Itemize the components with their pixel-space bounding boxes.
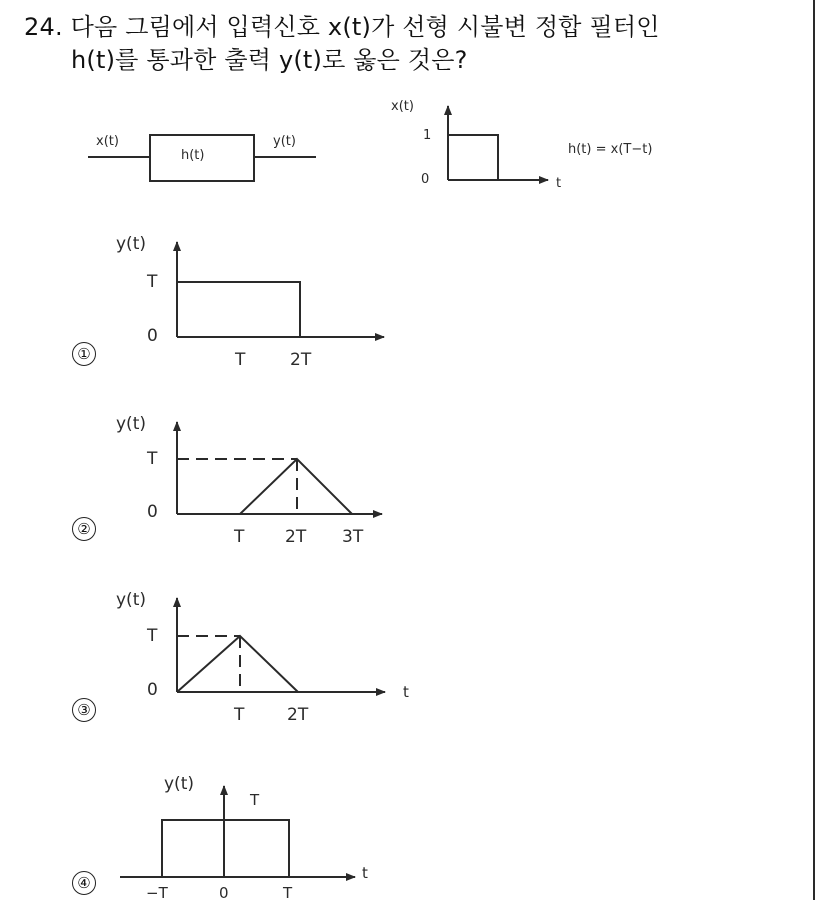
- option-2-xtick-2T: 2T: [285, 527, 307, 547]
- option-3-y0: 0: [147, 680, 158, 700]
- input-plot-ylabel: x(t): [391, 99, 414, 114]
- option-4-ytop: T: [250, 791, 260, 809]
- question-line-1: 24. 다음 그림에서 입력신호 x(t)가 선형 시불변 정합 필터인: [24, 13, 660, 41]
- option-3-xtick-2T: 2T: [287, 705, 309, 725]
- option-3-ylabel: y(t): [116, 590, 146, 610]
- input-pulse: [448, 135, 498, 180]
- option-4-xlabel: t: [362, 864, 368, 882]
- option-3-xlabel: t: [403, 683, 409, 701]
- option-3-ytick: T: [147, 626, 158, 646]
- option-4-xtick-T: T: [283, 884, 293, 902]
- option-1-ylabel: y(t): [116, 234, 146, 254]
- option-3-xtick-T: T: [234, 705, 245, 725]
- block-input-label: x(t): [96, 134, 119, 149]
- block-output-label: y(t): [273, 134, 296, 149]
- option-2-ylabel: y(t): [116, 414, 146, 434]
- input-plot-ytick-0: 0: [421, 172, 430, 187]
- option-1-y0: 0: [147, 326, 158, 346]
- option-1-xtick-2T: 2T: [290, 350, 312, 370]
- option-1-xtick-T: T: [235, 350, 246, 370]
- option-2-xtick-T: T: [234, 527, 245, 547]
- option-4-xtick-0: 0: [219, 884, 229, 902]
- option-2-xtick-3T: 3T: [342, 527, 364, 547]
- option-3-marker[interactable]: ③: [72, 698, 96, 722]
- option-4-marker[interactable]: ④: [72, 871, 96, 895]
- block-box-label: h(t): [181, 148, 205, 163]
- input-plot-xlabel: t: [556, 176, 562, 191]
- option-2-ytick: T: [147, 449, 158, 469]
- input-plot-ytick-1: 1: [423, 128, 432, 143]
- option-1-ytick: T: [147, 272, 158, 292]
- option-4-ylabel: y(t): [164, 774, 194, 794]
- option-2-marker[interactable]: ②: [72, 517, 96, 541]
- option-3-output-curve: [177, 636, 298, 692]
- option-4-xtick-neg-T: −T: [146, 884, 168, 902]
- option-1-output-curve: [177, 282, 300, 337]
- option-4-output-curve: [162, 820, 289, 877]
- impulse-response-relation: h(t) = x(T−t): [568, 142, 653, 157]
- option-2-y0: 0: [147, 502, 158, 522]
- option-1-marker[interactable]: ①: [72, 342, 96, 366]
- question-line-2: h(t)를 통과한 출력 y(t)로 옳은 것은?: [71, 46, 468, 74]
